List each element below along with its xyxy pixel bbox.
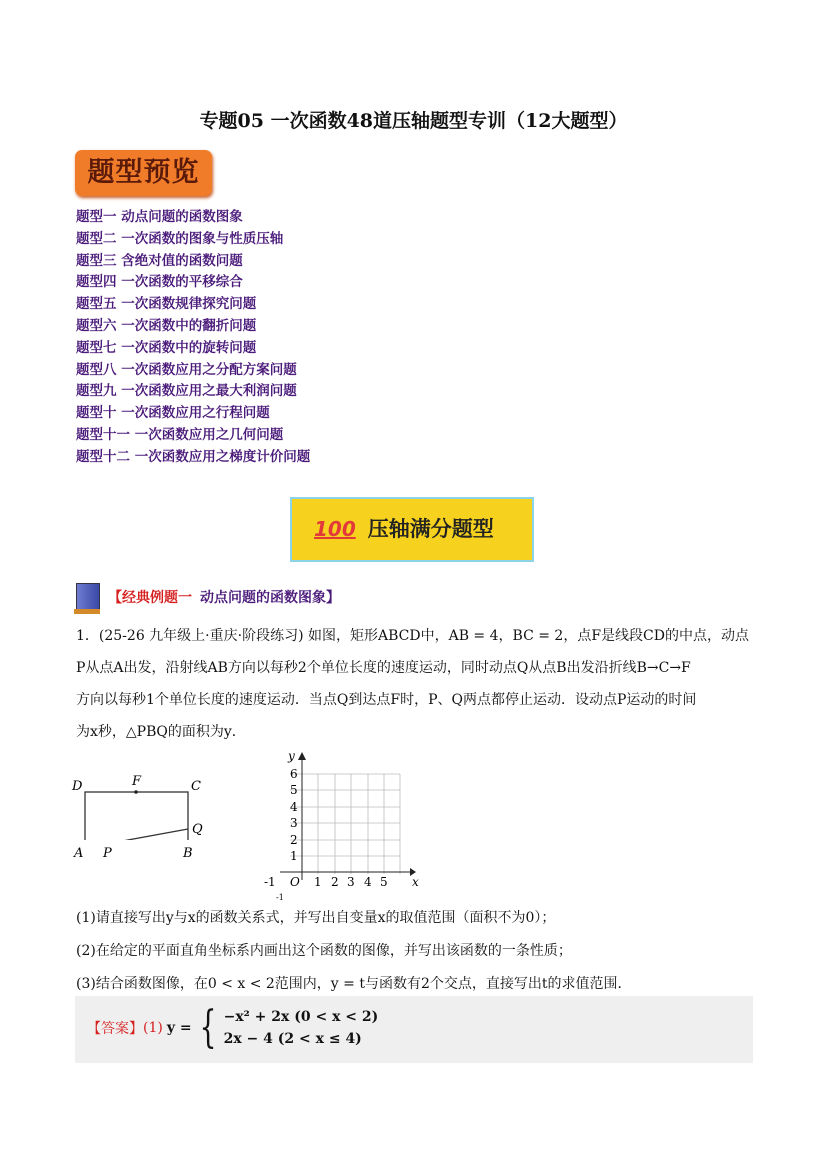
toc-item[interactable]: 题型五 一次函数规律探究问题 xyxy=(76,296,257,313)
answer-lhs: y = xyxy=(166,1020,192,1036)
x-tick: 3 xyxy=(347,875,355,889)
label-p: P xyxy=(103,846,112,861)
problem-line: P从点A出发，沿射线AB方向以每秒2个单位长度的速度运动，同时动点Q从点B出发沿折线B→C→F xyxy=(76,660,691,676)
x-tick: 4 xyxy=(364,875,372,889)
toc-item[interactable]: 题型六 一次函数中的翻折问题 xyxy=(76,317,257,334)
rectangle-figure xyxy=(70,770,250,840)
toc-item[interactable]: 题型一 动点问题的函数图象 xyxy=(76,209,243,225)
x-tick: -1 xyxy=(264,875,276,889)
x-tick: 5 xyxy=(380,875,388,889)
rectangle-figure-bottom-labels xyxy=(70,842,250,862)
answer xyxy=(87,1002,379,1053)
section-header xyxy=(76,583,340,611)
piecewise-cases xyxy=(224,1006,379,1050)
problem-line: 方向以每秒1个单位长度的速度运动．当点Q到达点F时，P、Q两点都停止运动．设动点P运动的时间 xyxy=(76,692,697,708)
label-d: D xyxy=(72,779,83,794)
preview-badge: 题型预览 xyxy=(75,150,212,196)
origin-label: O xyxy=(290,875,300,889)
label-a: A xyxy=(74,846,84,861)
y-tick: -1 xyxy=(276,893,284,902)
case-1: −x² + 2x (0 < x < 2) xyxy=(223,1009,379,1025)
answer-part: (1) xyxy=(143,1020,163,1036)
section-badge-label: 压轴满分题型 xyxy=(367,517,494,541)
answer-label: 【答案】 xyxy=(87,1021,143,1037)
label-c: C xyxy=(191,779,201,794)
problem-line: 为x秒，△PBQ的面积为y． xyxy=(76,724,246,740)
y-tick: 2 xyxy=(290,833,298,847)
section-prefix: 【经典例题一 xyxy=(108,590,192,606)
question-1: (1)请直接写出y与x的函数关系式，并写出自变量x的取值范围（面积不为0）； xyxy=(76,910,556,926)
y-tick: 4 xyxy=(290,800,298,814)
toc-item[interactable]: 题型十 一次函数应用之行程问题 xyxy=(76,405,270,422)
page-title: 专题05 一次函数48道压轴题型专训（12大题型） xyxy=(199,110,628,132)
y-tick: 1 xyxy=(290,849,298,863)
label-b: B xyxy=(183,846,193,861)
toc-item[interactable]: 题型三 含绝对值的函数问题 xyxy=(76,252,243,269)
question-3: (3)结合函数图像，在0 < x < 2范围内，y = t与函数有2个交点，直接写出t的求值范围． xyxy=(76,976,632,992)
section-topic: 动点问题的函数图象】 xyxy=(200,590,340,606)
section-badge xyxy=(290,497,534,562)
y-tick: 5 xyxy=(290,783,298,797)
toc-item[interactable]: 题型二 一次函数的图象与性质压轴 xyxy=(76,230,284,247)
problem-line: 1．(25-26 九年级上·重庆·阶段练习) 如图，矩形ABCD中，AB = 4，BC = 2，点F是线段CD的中点，动点 xyxy=(76,628,749,644)
hundred-points-icon: 100 xyxy=(314,517,356,541)
toc-item[interactable]: 题型八 一次函数应用之分配方案问题 xyxy=(76,361,297,378)
brace: { xyxy=(199,1002,216,1053)
y-axis-label: y xyxy=(288,750,295,763)
problem-text xyxy=(76,620,756,748)
x-tick: 2 xyxy=(331,875,339,889)
toc-item[interactable]: 题型四 一次函数的平移综合 xyxy=(76,274,243,291)
case-2: 2x − 4 (2 < x ≤ 4) xyxy=(223,1031,362,1047)
toc-list xyxy=(76,207,310,469)
coordinate-grid xyxy=(262,750,427,902)
toc-item[interactable]: 题型十一 一次函数应用之几何问题 xyxy=(76,426,284,443)
label-q: Q xyxy=(192,822,203,837)
question-2: (2)在给定的平面直角坐标系内画出这个函数的图像，并写出该函数的一条性质； xyxy=(76,943,572,959)
x-tick: 1 xyxy=(314,875,322,889)
toc-item[interactable]: 题型十二 一次函数应用之梯度计价问题 xyxy=(76,448,311,465)
book-icon xyxy=(76,583,100,611)
label-f: F xyxy=(132,774,142,789)
y-tick: 3 xyxy=(290,816,298,830)
toc-item[interactable]: 题型九 一次函数应用之最大利润问题 xyxy=(76,383,297,400)
x-axis-label: x xyxy=(412,875,419,889)
answer-box xyxy=(75,996,753,1063)
toc-item[interactable]: 题型七 一次函数中的旋转问题 xyxy=(76,339,257,356)
y-tick: 6 xyxy=(290,767,298,781)
